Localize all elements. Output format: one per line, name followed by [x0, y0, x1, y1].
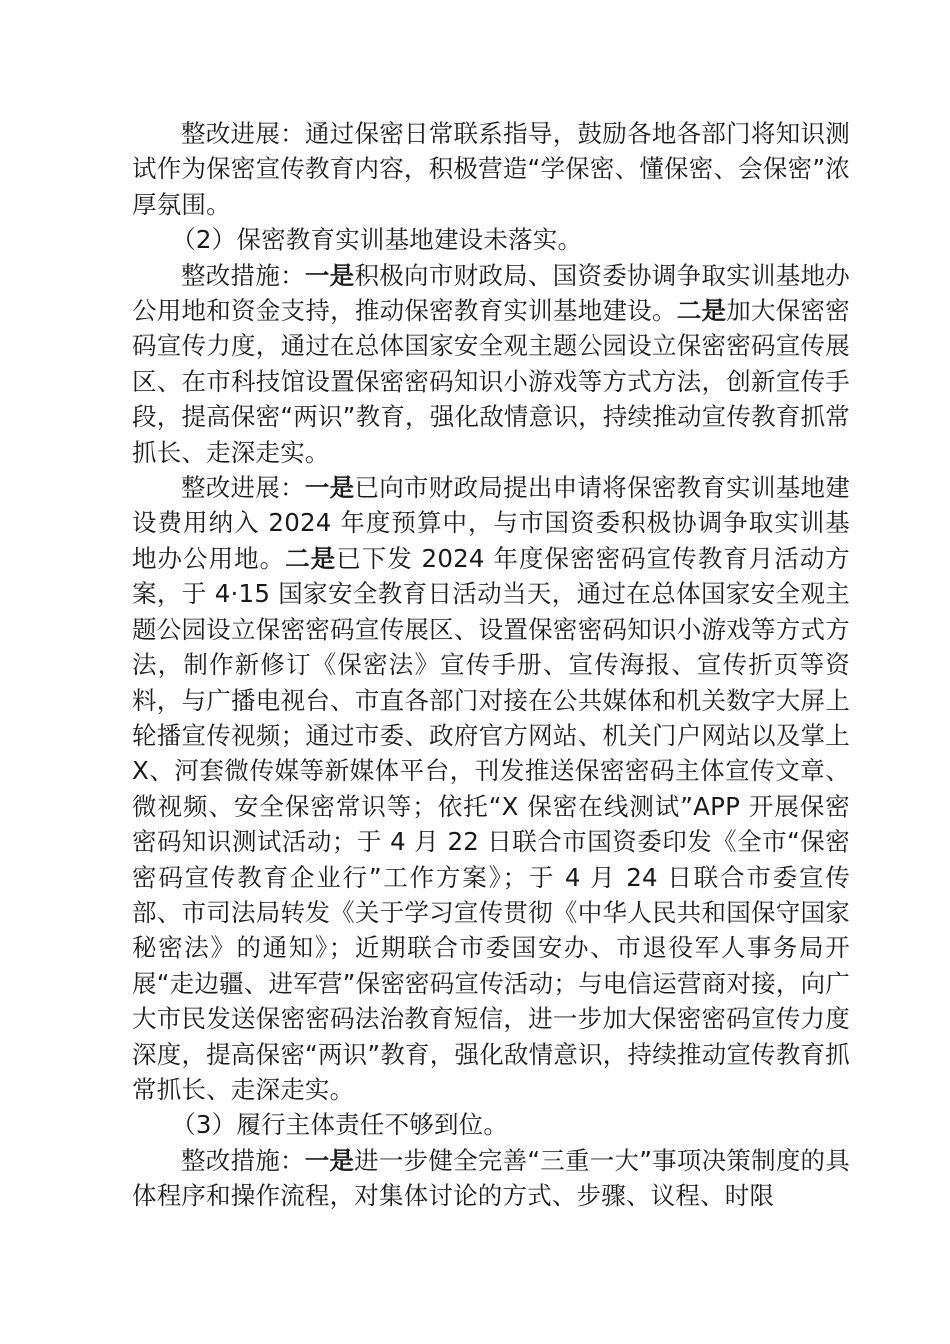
text-segment: （2）保密教育实训基地建设未落实。	[171, 225, 583, 255]
paragraph-measures-2	[132, 258, 850, 470]
text-segment: 已下发 2024 年度保密密码宣传教育月活动方案，于 4·15 国家安全教育日活动当天，通过在总体国家安全观主题公园设立保密密码宣传展区、设置保密密码知识小游戏等方式方法，制作新修订《保密法》宣传手册、宣传海报、宣传折页等资料，与广播电视台、市直各部门对接在公共媒体和机关数字大屏上轮播宣传视频；通过市委、政府官方网站、机关门户网站以及掌上 X、河套微传媒等新媒体平台，刊发推送保密密码主体宣传文章、微视频、安全保密常识等；依托“X 保密在线测试”APP 开展保密密码知识测试活动；于 4 月 22 日联合市国资委印发《全市“保密密码宣传教育企业行”工作方案》；于 4 月 24 日联合市委宣传部、市司法局转发《关于学习宣传贯彻《中华人民共和国保守国家秘密法》的通知》；近期联合市委国安办、市退役军人事务局开展“走边疆、进军营”保密密码宣传活动；与电信运营商对接，向广大市民发送保密密码法治教育短信，进一步加大保密密码宣传力度深度，提高保密“两识”教育，强化敌情意识，持续推动宣传教育抓常抓长、走深走实。	[132, 543, 850, 1104]
section-heading-2	[132, 222, 850, 257]
paragraph-progress-1	[132, 116, 850, 222]
text-segment: 整改进展：	[181, 473, 305, 503]
text-segment: 整改措施：	[181, 1145, 305, 1175]
bold-marker: 一是	[304, 473, 355, 503]
bold-marker: 二是	[285, 543, 337, 573]
bold-marker: 一是	[304, 1145, 355, 1175]
text-segment: 进一步健全完善“三重一大”事项决策制度的具体程序和操作流程，对集体讨论的方式、步骤、议程、时限	[132, 1145, 850, 1211]
text-segment: 整改进展：通过保密日常联系指导，鼓励各地各部门将知识测试作为保密宣传教育内容，积极营造“学保密、懂保密、会保密”浓厚氛围。	[132, 119, 850, 219]
bold-marker: 一是	[304, 260, 355, 290]
bold-marker: 二是	[676, 296, 727, 326]
section-heading-3	[132, 1107, 850, 1142]
document-page	[132, 116, 850, 1214]
text-segment: 已向市财政局提出申请将保密教育实训基地建设费用纳入 2024 年度预算中，与市国资委积极协调争取实训基地办公用地。	[132, 473, 850, 573]
text-segment: 整改措施：	[181, 260, 305, 290]
text-segment: （3）履行主体责任不够到位。	[171, 1110, 509, 1140]
paragraph-measures-3	[132, 1143, 850, 1214]
text-segment: 加大保密密码宣传力度，通过在总体国家安全观主题公园设立保密密码宣传展区、在市科技馆设置保密密码知识小游戏等方式方法，创新宣传手段，提高保密“两识”教育，强化敌情意识，持续推动宣传教育抓常抓长、走深走实。	[132, 296, 851, 467]
text-segment: 积极向市财政局、国资委协调争取实训基地办公用地和资金支持，推动保密教育实训基地建设。	[132, 260, 850, 326]
paragraph-progress-2	[132, 470, 850, 1107]
